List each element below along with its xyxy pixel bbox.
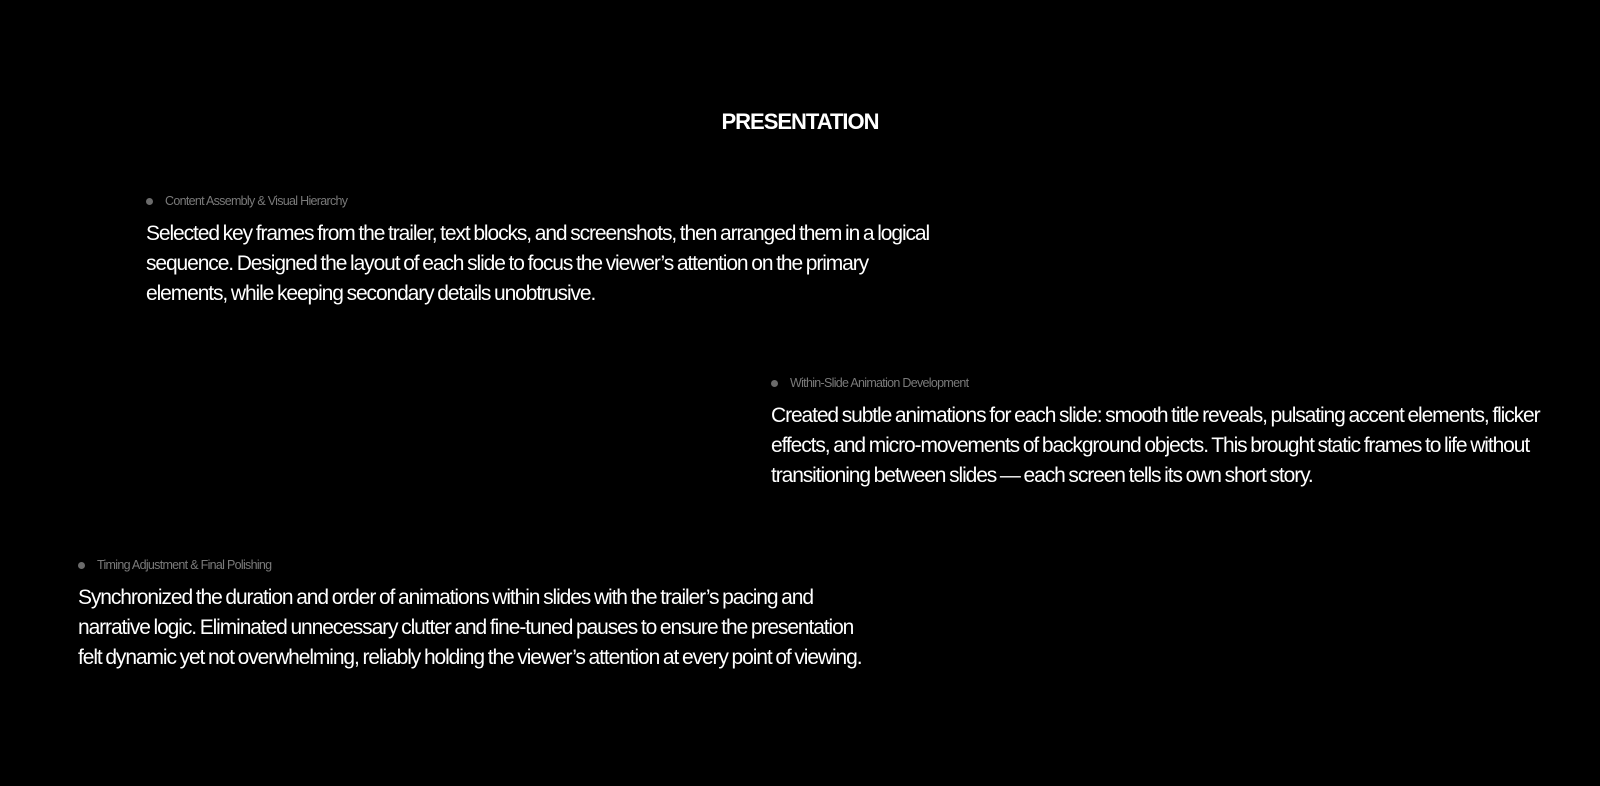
section-label-row [78, 557, 878, 573]
section-label: Within-Slide Animation Development [790, 376, 969, 390]
section-label: Content Assembly & Visual Hierarchy [165, 194, 348, 208]
section-description: Selected key frames from the trailer, text blocks, and screenshots, then arranged them in a logical sequence. Designed the layout of each slide to focus the viewer’s attention on the primary elements, while keeping secondary details unobtrusive. [146, 222, 930, 305]
section-description: Synchronized the duration and order of animations within slides with the trailer’s pacing and narrative logic. Eliminated unnecessary clutter and fine-tuned pauses to ensure the presentation felt dynamic yet not overwhelming, reliably holding the viewer’s attention at every point of viewing. [78, 586, 862, 669]
bullet-dot-icon [78, 562, 85, 569]
section-animation-development [771, 375, 1571, 491]
section-content-assembly [146, 193, 946, 309]
bullet-dot-icon [146, 198, 153, 205]
section-description: Created subtle animations for each slide: smooth title reveals, pulsating accent elements, flicker effects, and micro-movements of background objects. This brought static frames to life without transitioning between slides — each screen tells its own short story. [771, 404, 1540, 487]
section-label: Timing Adjustment & Final Polishing [97, 558, 272, 572]
bullet-dot-icon [771, 380, 778, 387]
page-title: PRESENTATION [721, 109, 879, 134]
section-timing-adjustment [78, 557, 878, 673]
section-label-row [771, 375, 1571, 391]
section-label-row [146, 193, 946, 209]
